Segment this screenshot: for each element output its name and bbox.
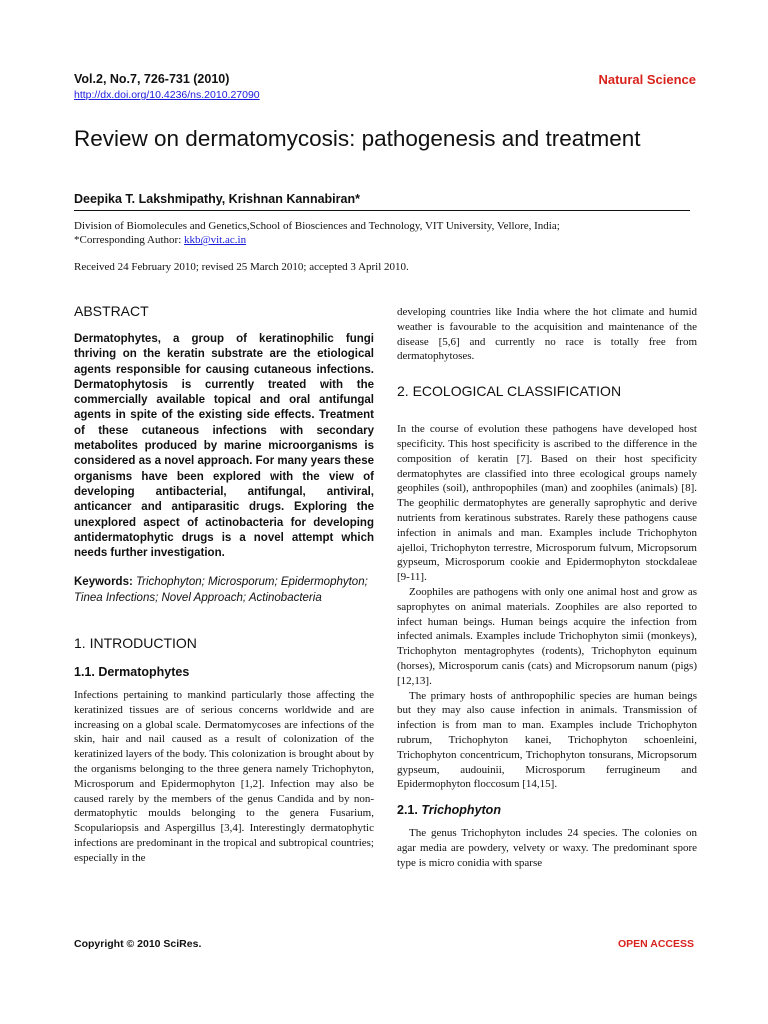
left-column bbox=[74, 302, 374, 920]
header-rule bbox=[74, 210, 690, 211]
ecological-paragraph-2: Zoophiles are pathogens with only one animal host and grow as saprophytes on animal materials. Zoophiles are also reported to infect human beings. Human beings acquire the infection from infected animals. Examples include Trichophyton simii (monkeys), Trichophyton mentagrophytes (rodents), Trichophyton equinum (horses), Microsporum canis (cats) and Micropsorum nanum (pigs) [12,13]. bbox=[397, 585, 697, 687]
abstract-text: Dermatophytes, a group of keratinophilic fungi thriving on the keratin substrate are the etiological agents responsible for causing cutaneous infections. Dermatophytosis is currently treated with the commercially available topical and oral antifungal agents in spite of the existing side effects. Treatment of these cutaneous infections with secondary metabolites produced by marine microorganisms is considered as a novel approach. For many years these organisms have been explored with the view of developing antibacterial, antifungal, antiviral, anticancer and antiparasitic drugs. Exploring the unexplored aspect of actinobacteria for developing antidermatophytic drugs is a novel attempt which needs further investigation. bbox=[74, 333, 374, 560]
received-dates: Received 24 February 2010; revised 25 March 2010; accepted 3 April 2010. bbox=[74, 261, 409, 273]
copyright: Copyright © 2010 SciRes. bbox=[74, 938, 202, 950]
subsection-dermatophytes: 1.1. Dermatophytes bbox=[74, 665, 190, 680]
paper-title: Review on dermatomycosis: pathogenesis and treatment bbox=[74, 126, 641, 151]
corresponding-label: *Corresponding Author: bbox=[74, 234, 184, 246]
email-link[interactable]: kkb@vit.ac.in bbox=[184, 234, 247, 246]
trichophyton-paragraph: The genus Trichophyton includes 24 species. The colonies on agar media are powdery, velvety or waxy. The predominant spore type is micro conidia with sparse bbox=[397, 827, 697, 869]
right-column bbox=[397, 305, 697, 923]
affiliation-line: Division of Biomolecules and Genetics,School of Biosciences and Technology, VIT University, Vellore, India; bbox=[74, 220, 560, 232]
abstract-heading: ABSTRACT bbox=[74, 303, 149, 319]
ecological-heading: 2. ECOLOGICAL CLASSIFICATION bbox=[397, 383, 622, 400]
keywords bbox=[74, 575, 374, 606]
journal-name: Natural Science bbox=[598, 72, 696, 87]
continued-paragraph: developing countries like India where the hot climate and humid weather is favourable to the acquisition and maintenance of the disease [5,6] and currently no race is totally free from dermatophytoses. bbox=[397, 306, 697, 363]
intro-paragraph: Infections pertaining to mankind particularly those affecting the keratinized tissues are of serious concerns worldwide and are increasing on a global scale. Dermatomycoses are infections of the skin, hair and nail caused as a result of colonization of the keratinized layers of the body. This colonization is brought about by the organisms belonging to the three genera namely Trichophyton, Microsporum and Epidermophyton [1,2]. Infection may also be caused rarely by the members of the genus Candida and by non-dermatophytic moulds belonging to the genera Fusarium, Scopulariopsis and Aspergillus [3,4]. Interestingly dermatophytic infections are predominant in the tropical and subtropical countries; especially in the bbox=[74, 689, 374, 864]
ecological-paragraph-1: In the course of evolution these pathogens have developed host specificity. This host specificity is ascribed to the difference in the composition of keratin [7]. Based on their host specificity dermatophytes are classified into three ecological groups namely geophiles (soil), anthropophiles (man) and zoophiles (animals) [8]. The geophilic dermatophytes are generally saprophytic and derive nutrients from keratinous substrates. Rarely these pathogens cause infection in animals and man. Examples include Trichophyton ajelloi, Trichophyton terrestre, Microsporum fulvum, Micropsorum gypseum, Microsporum cookie and Epidermophyton stockdaleae [9-11]. bbox=[397, 423, 697, 584]
page-header bbox=[74, 72, 696, 106]
open-access-label: OPEN ACCESS bbox=[617, 938, 694, 950]
keywords-list: Trichophyton; Microsporum; Epidermophyton; Tinea Infections; Novel Approach; Actinobacteria bbox=[74, 576, 368, 604]
intro-heading: 1. INTRODUCTION bbox=[74, 635, 197, 652]
authors: Deepika T. Lakshmipathy, Krishnan Kannabiran* bbox=[74, 192, 360, 206]
subsection-number: 2.1. bbox=[397, 803, 422, 818]
ecological-paragraph-3: The primary hosts of anthropophilic species are human beings but they may also cause infection in animals. Transmission of infection is from man to man. Examples include Trichophyton rubrum, Trichophyton kanei, Trichophyton schoenleini, Trichophyton concentricum, Trichophyton tonsurans, Micropsorum gypseum, audouinii, Microsporum ferrugineum and Epidermophyton floccosum [14,15]. bbox=[397, 689, 697, 791]
affiliation bbox=[74, 219, 694, 247]
doi-link[interactable]: http://dx.doi.org/10.4236/ns.2010.27090 bbox=[74, 89, 260, 101]
volume-info: Vol.2, No.7, 726-731 (2010) bbox=[74, 72, 230, 86]
subsection-trichophyton bbox=[397, 802, 697, 818]
subsection-genus: Trichophyton bbox=[421, 803, 501, 818]
keywords-label: Keywords: bbox=[74, 576, 133, 589]
page-footer bbox=[74, 938, 694, 954]
